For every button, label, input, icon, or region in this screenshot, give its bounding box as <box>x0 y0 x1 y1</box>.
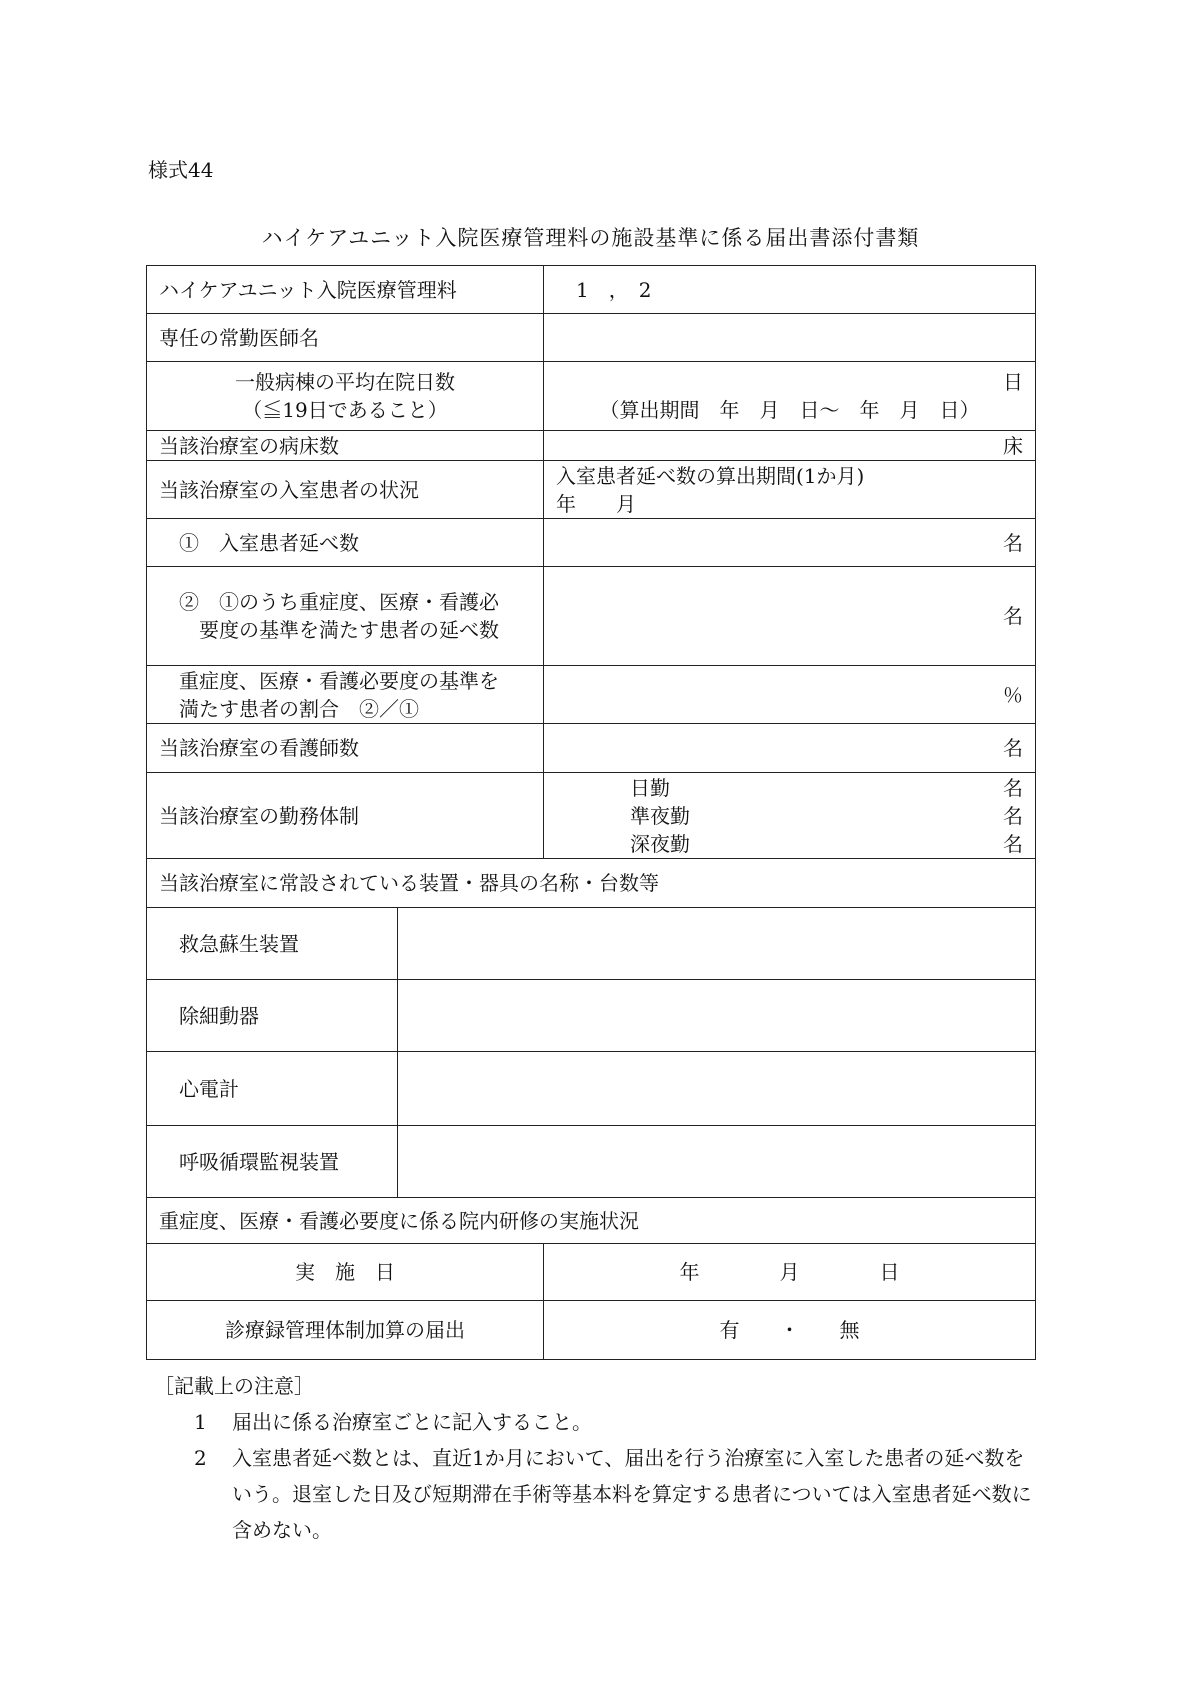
avg-stay-value-cell[interactable] <box>544 362 1036 431</box>
training-header: 重症度、医療・看護必要度に係る院内研修の実施状況 <box>147 1198 1036 1244</box>
note-item <box>154 1440 1038 1548</box>
mgmt-fee-label: ハイケアユニット入院医療管理料 <box>147 266 544 314</box>
shift-evening <box>556 802 1023 830</box>
note-number: 2 <box>194 1446 207 1470</box>
row-total-patients <box>147 519 1036 567</box>
equipment-header: 当該治療室に常設されている装置・器具の名称・台数等 <box>147 859 1036 908</box>
row-beds <box>147 431 1036 461</box>
shift-night-name: 深夜勤 <box>630 831 690 856</box>
row-impl-date <box>147 1244 1036 1301</box>
shift-day-unit: 名 <box>1003 775 1023 800</box>
shift-label: 当該治療室の勤務体制 <box>147 773 544 859</box>
row-nurses <box>147 724 1036 773</box>
ratio-label-1: 重症度、医療・看護必要度の基準を <box>179 668 499 693</box>
nurses-label: 当該治療室の看護師数 <box>147 724 544 773</box>
row-meeting-criteria <box>147 567 1036 666</box>
meeting-label-cell <box>147 567 544 666</box>
row-equipment <box>147 1052 1036 1126</box>
doctor-value-cell[interactable] <box>544 314 1036 362</box>
shift-day <box>556 774 1023 802</box>
patients-label: 当該治療室の入室患者の状況 <box>147 461 544 519</box>
application-table <box>146 265 1036 1360</box>
records-value[interactable]: 有 ・ 無 <box>544 1301 1036 1360</box>
impl-date-label: 実 施 日 <box>147 1244 544 1301</box>
document-title: ハイケアユニット入院医療管理料の施設基準に係る届出書添付書類 <box>261 226 920 250</box>
row-shifts <box>147 773 1036 859</box>
total-unit[interactable]: 名 <box>544 519 1036 567</box>
equipment-value-cell[interactable] <box>398 1052 1036 1126</box>
ratio-label-cell <box>147 666 544 724</box>
equipment-name: 除細動器 <box>147 980 398 1052</box>
patients-period-2: 年 月 <box>556 491 636 516</box>
records-label: 診療録管理体制加算の届出 <box>147 1301 544 1360</box>
row-patients <box>147 461 1036 519</box>
mgmt-fee-value[interactable]: 1 ， 2 <box>544 266 1036 314</box>
row-avg-stay <box>147 362 1036 431</box>
beds-label: 当該治療室の病床数 <box>147 431 544 461</box>
ratio-label-2: 満たす患者の割合 ②／① <box>179 696 419 721</box>
shift-cell[interactable] <box>544 773 1036 859</box>
note-item <box>154 1404 1038 1440</box>
patients-period-cell[interactable] <box>544 461 1036 519</box>
avg-stay-label-cell <box>147 362 544 431</box>
doctor-label: 専任の常勤医師名 <box>147 314 544 362</box>
beds-unit[interactable]: 床 <box>544 431 1036 461</box>
equipment-name: 心電計 <box>147 1052 398 1126</box>
meeting-label-2: 要度の基準を満たす患者の延べ数 <box>199 618 499 642</box>
row-mgmt-fee <box>147 266 1036 314</box>
note-number: 1 <box>194 1410 207 1434</box>
avg-stay-label-1: 一般病棟の平均在院日数 <box>235 370 455 394</box>
shift-night-unit: 名 <box>1003 831 1023 856</box>
shift-day-name: 日勤 <box>630 775 670 800</box>
notes-header: ［記載上の注意］ <box>154 1374 314 1398</box>
impl-date-value[interactable]: 年 月 日 <box>544 1244 1036 1301</box>
nurses-unit[interactable]: 名 <box>544 724 1036 773</box>
total-label: ① 入室患者延べ数 <box>147 519 544 567</box>
ratio-unit[interactable]: ％ <box>544 666 1036 724</box>
row-equipment <box>147 908 1036 980</box>
equipment-name: 呼吸循環監視装置 <box>147 1126 398 1198</box>
avg-stay-label-2: （≦19日であること） <box>242 398 448 422</box>
meeting-unit[interactable]: 名 <box>544 567 1036 666</box>
equipment-name: 救急蘇生装置 <box>147 908 398 980</box>
note-text: 届出に係る治療室ごとに記入すること。 <box>232 1410 592 1434</box>
equipment-value-cell[interactable] <box>398 908 1036 980</box>
row-equipment <box>147 1126 1036 1198</box>
shift-evening-name: 準夜勤 <box>630 803 690 828</box>
shift-evening-unit: 名 <box>1003 803 1023 828</box>
notes-section <box>154 1368 1038 1548</box>
row-ratio <box>147 666 1036 724</box>
patients-period-1: 入室患者延べ数の算出期間(1か月) <box>556 463 865 488</box>
row-records <box>147 1301 1036 1360</box>
shift-night <box>556 830 1023 858</box>
meeting-label-1: ② ①のうち重症度、医療・看護必 <box>179 590 499 614</box>
avg-stay-period: （算出期間 年 月 日～ 年 月 日） <box>599 398 980 422</box>
note-text: 入室患者延べ数とは、直近1か月において、届出を行う治療室に入室した患者の延べ数をいう。退室した日及び短期滞在手術等基本料を算定する患者については入室患者延べ数に含めない。 <box>232 1446 1032 1542</box>
equipment-value-cell[interactable] <box>398 1126 1036 1198</box>
avg-stay-unit: 日 <box>1003 370 1023 394</box>
equipment-value-cell[interactable] <box>398 980 1036 1052</box>
row-equipment <box>147 980 1036 1052</box>
form-id: 様式44 <box>148 158 214 182</box>
row-doctor <box>147 314 1036 362</box>
row-equipment-header <box>147 859 1036 908</box>
row-training-header <box>147 1198 1036 1244</box>
